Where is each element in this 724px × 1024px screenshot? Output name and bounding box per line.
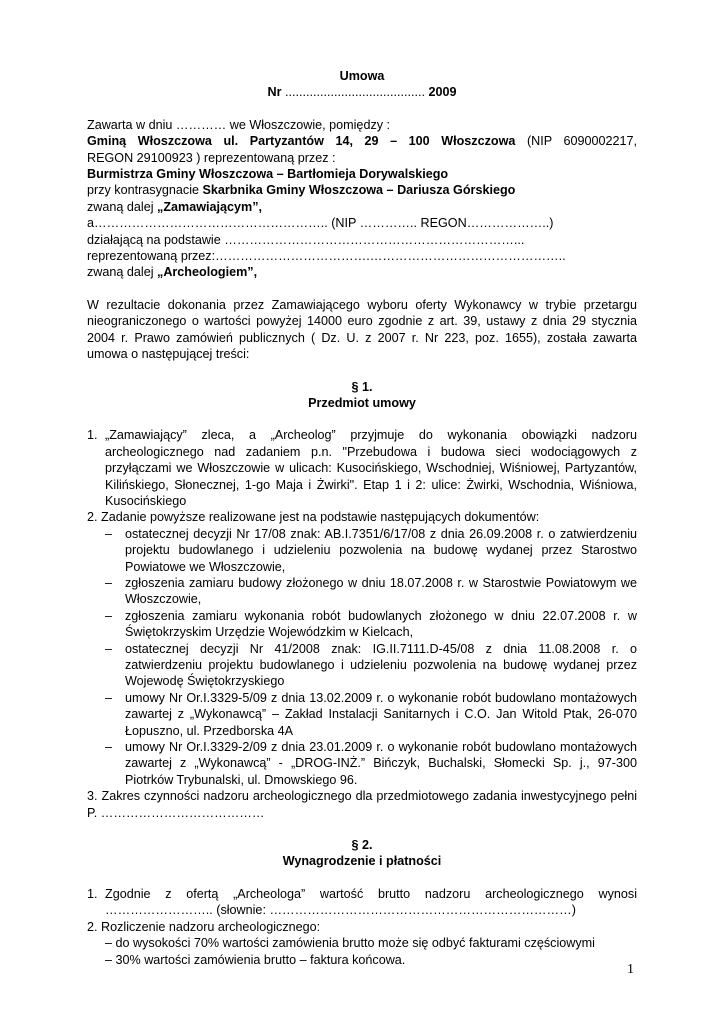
document-item: – umowy Nr Or.I.3329-2/09 z dnia 23.01.2009 r. o wykonanie robót budowlano montażowych zawartej z „Wykonawcą” - „DROG-INŻ.” Bińczyk, Buchalski, Słomecki Sp. j., 97-300 Piotrków Trybunalski, ul. Dmowskiego 96. [105,740,637,787]
list-item: 3. Zakres czynności nadzoru archeologicznego dla przedmiotowego zadania inwestycyjnego pełni P. ………………………………… [87,789,637,820]
list-item: 1. Zgodnie z ofertą „Archeologa” wartość brutto nadzoru archeologicznego wynosi …………………….. (słownie: ………………………………………………………………) [87,886,637,918]
page-number: 1 [627,962,634,977]
section2-title: Wynagrodzenie i płatności [282,854,442,869]
documents-list [87,526,637,789]
contractor-alias: zwaną dalej „Archeologiem”, [87,265,258,280]
document-page [87,68,637,968]
parties-block [87,117,637,281]
section1-number: § 1. [351,379,373,394]
contract-number: Nr ........................................ 2009 [267,85,457,100]
settlement-final: – 30% wartości zamówienia brutto – faktura końcowa. [105,952,406,967]
section1-list [87,427,637,821]
contractor-line: a……………………………………………….. (NIP ………….. REGON………………..) [87,216,554,231]
document-item: – ostatecznej decyzji Nr 41/2008 znak: IG.II.7111.D-45/08 z dnia 11.08.2008 r. o zatwierdzeniu projektu budowlanego i udzieleniu pozwolenia na budowę wydanej przez Wojewodę Świętokrzyskiego [105,641,637,689]
document-item: – zgłoszenia zamiaru budowy złożonego w dniu 18.07.2008 r. w Starostwie Powiatowym we Włoszczowie, [105,575,637,607]
employer-regon: REGON 29100923 ) reprezentowaną przez : [87,150,336,165]
contractor-representative: reprezentowaną przez:……………………………….……………………………………….. [87,249,566,264]
employer-alias: zwaną dalej „Zamawiającym”, [87,199,263,214]
concluded-line: Zawarta w dniu ………… we Włoszczowie, pomiędzy : [87,117,391,132]
list-item: 1. „Zamawiający” zleca, a „Archeolog” przyjmuje do wykonania obowiązki nadzoru archeologicznego nad zadaniem p.n. "Przebudowa i budowa sieci wodociągowych z przyłączami we Włoszczowie w ulicach: Kusocińskiego, Wschodniej, Wiśniowej, Partyzantów, Kilińskiego, Słonecznej, 1-go Maja i Żwirki". Etap 1 i 2: ulice: Żwirki, Wschodnia, Wiśniowa, Kusocińskiego [87,428,637,508]
employer-address: Gminą Włoszczowa ul. Partyzantów 14, 29 – 100 Włoszczowa (NIP 6090002217, [87,134,638,149]
section2-list [87,886,637,968]
document-item: – umowy Nr Or.I.3329-5/09 z dnia 13.02.2009 r. o wykonanie robót budowlano montażowych zawartej z „Wykonawcą” – Zakład Instalacji Sanitarnych i C.O. Jan Witold Ptak, 26-070 Łopuszno, ul. Przedborska 4A [105,690,637,738]
contract-title: Umowa [339,69,385,83]
contractor-basis: działającą na podstawie ……………………………………………………………... [87,232,525,247]
section1-title: Przedmiot umowy [308,395,416,410]
document-item: – ostatecznej decyzji Nr 17/08 znak: AB.I.7351/6/17/08 z dnia 26.09.2008 r. o zatwierdzeniu projektu budowlanego i udzieleniu pozwolenia na budowę wydanej przez Starostwo Powiatowe we Włoszczowie, [105,526,637,574]
settlement-partial: – do wysokości 70% wartości zamówienia brutto może się odbyć fakturami częściowymi [105,936,595,951]
intro-paragraph: W rezultacie dokonania przez Zamawiającego wyboru oferty Wykonawcy w trybie przetargu nieograniczonego o wartości powyżej 14000 euro zgodnie z art. 39, ustawy z dnia 29 stycznia 2004 r. Prawo zamówień publicznych ( Dz. U. z 2007 r. Nr 223, poz. 1655), została zawarta umowa o następującej treści: [87,297,637,362]
mayor-line: Burmistrza Gminy Włoszczowa – Bartłomieja Dorywalskiego [87,167,449,182]
list-item: 2. Rozliczenie nadzoru archeologicznego: – do wysokości 70% wartości zamówienia brutto może się odbyć fakturami częściowymi – 30% wartości zamówienia brutto – faktura końcowa. [87,919,637,968]
list-item: 2. Zadanie powyższe realizowane jest na podstawie następujących dokumentów: – ostatecznej decyzji Nr 17/08 znak: AB.I.7351/6/17/08 z dnia 26.09.2008 r. o zatwierdzeniu projektu budowlanego i udzieleniu pozwolenia na budowę wydanej przez Starostwo Powiatowe we Włoszczowie, – zgłoszenia zamiaru budowy złożonego w dniu 18.07.2008 r. w Starostwie Powiatowym we Włoszczowie, – zgłoszenia zamiaru wykonania robót budowlanych złożonego w dniu 22.07.2008 r. w Świętokrzyskim Urzędzie Wojewódzkim w Kielcach, – ostatecznej decyzji Nr 41/2008 znak: IG.II.7111.D-45/08 z dnia 11.08.2008 r. o zatwierdzeniu projektu budowlanego i udzieleniu pozwolenia na budowę wydanej przez Wojewodę Świętokrzyskiego – umowy Nr Or.I.3329-5/09 z dnia 13.02.2009 r. o wykonanie robót budowlano montażowych zawartej z „Wykonawcą” – Zakład Instalacji Sanitarnych i C.O. Jan Witold Ptak, 26-070 Łopuszno, ul. Przedborska 4A – umowy Nr Or.I.3329-2/09 z dnia 23.01.2009 r. o wykonanie robót budowlano montażowych zawartej z „Wykonawcą” - „DROG-INŻ.” Bińczyk, Buchalski, Słomecki Sp. j., 97-300 Piotrków Trybunalski, ul. Dmowskiego 96. [87,510,637,787]
document-item: – zgłoszenia zamiaru wykonania robót budowlanych złożonego w dniu 22.07.2008 r. w Świętokrzyskim Urzędzie Wojewódzkim w Kielcach, [105,608,637,640]
section2-number: § 2. [351,838,373,853]
countersignature-line: przy kontrasygnacie Skarbnika Gminy Włoszczowa – Dariusza Górskiego [87,183,516,198]
